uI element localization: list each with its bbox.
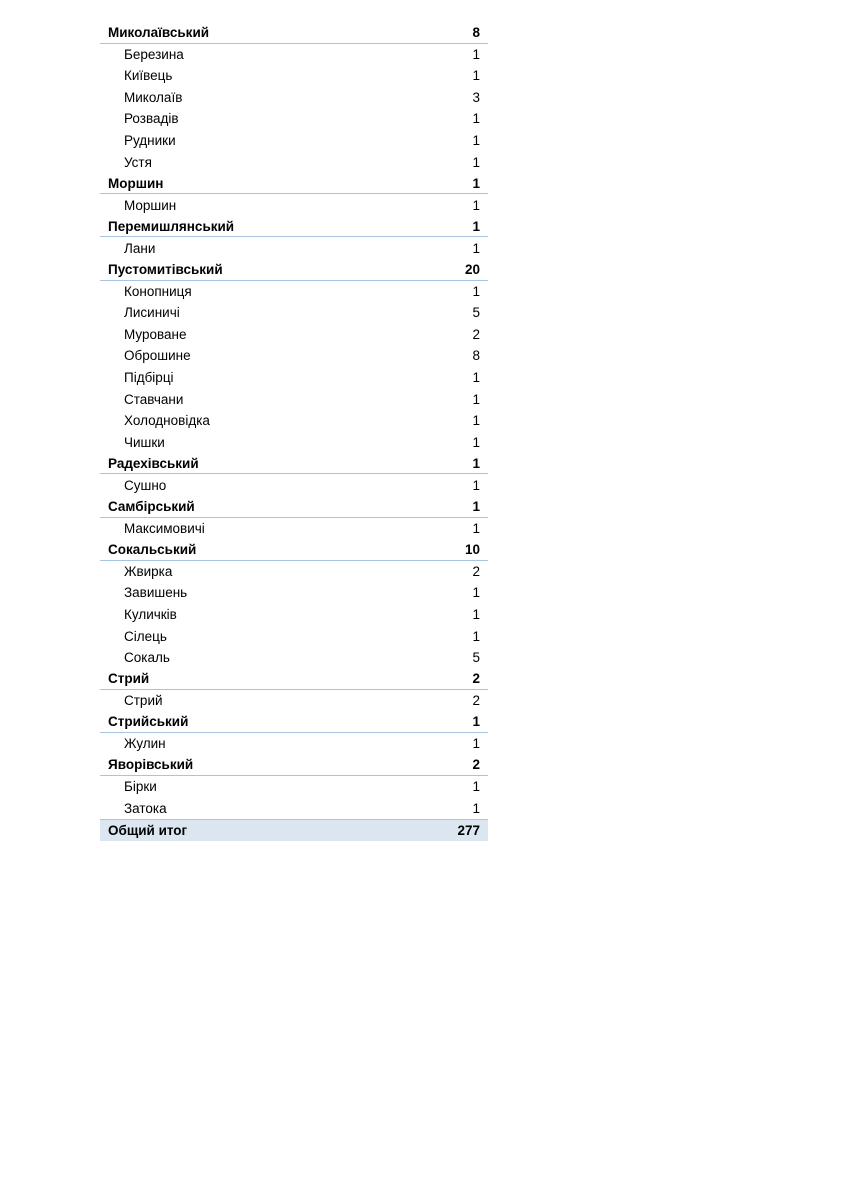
item-row <box>100 518 488 540</box>
item-value: 1 <box>472 111 480 127</box>
item-value: 1 <box>472 628 480 644</box>
item-value: 1 <box>472 370 480 386</box>
item-name: Муроване <box>124 326 187 342</box>
item-name: Холодновідка <box>124 413 210 429</box>
item-row <box>100 798 488 820</box>
item-row <box>100 431 488 453</box>
item-row <box>100 324 488 346</box>
item-row <box>100 474 488 496</box>
group-name: Сокальський <box>108 541 197 557</box>
item-value: 2 <box>472 563 480 579</box>
item-value: 1 <box>472 736 480 752</box>
group-total: 1 <box>472 714 480 730</box>
item-value: 2 <box>472 326 480 342</box>
item-row <box>100 647 488 669</box>
item-name: Куличків <box>124 607 177 623</box>
item-value: 5 <box>472 650 480 666</box>
item-row <box>100 388 488 410</box>
item-value: 1 <box>472 607 480 623</box>
item-row <box>100 345 488 367</box>
item-row <box>100 87 488 109</box>
item-row <box>100 237 488 259</box>
item-name: Максимовичі <box>124 520 205 536</box>
group-name: Перемишлянський <box>108 218 235 234</box>
item-row <box>100 130 488 152</box>
item-name: Рудники <box>124 133 176 148</box>
item-row <box>100 281 488 303</box>
group-total: 8 <box>472 24 480 40</box>
group-name: Моршин <box>108 175 164 191</box>
item-row <box>100 151 488 173</box>
item-row <box>100 65 488 87</box>
group-total: 1 <box>472 498 480 514</box>
item-name: Ставчани <box>124 391 184 407</box>
item-name: Стрий <box>124 693 163 709</box>
group-total: 2 <box>472 757 480 773</box>
item-name: Бірки <box>124 779 157 795</box>
group-row <box>100 259 488 281</box>
item-row <box>100 410 488 432</box>
item-value: 5 <box>472 305 480 321</box>
item-row <box>100 367 488 389</box>
grand-total-value: 277 <box>457 823 480 838</box>
group-total: 2 <box>472 671 480 687</box>
item-row <box>100 108 488 130</box>
item-name: Березина <box>124 46 184 62</box>
group-row <box>100 496 488 518</box>
item-value: 1 <box>472 413 480 429</box>
group-row <box>100 755 488 777</box>
item-name: Завишень <box>124 585 188 601</box>
item-value: 1 <box>472 520 480 536</box>
group-name: Пустомитівський <box>108 261 223 277</box>
item-row <box>100 582 488 604</box>
item-name: Сокаль <box>124 650 170 666</box>
item-value: 1 <box>472 779 480 795</box>
item-name: Лисиничі <box>124 305 180 321</box>
group-row <box>100 668 488 690</box>
item-name: Київець <box>124 68 173 84</box>
group-name: Стрий <box>108 671 150 687</box>
group-name: Радехівський <box>108 455 199 471</box>
item-row <box>100 733 488 755</box>
item-row <box>100 194 488 216</box>
group-name: Самбірський <box>108 498 195 514</box>
item-value: 1 <box>472 197 480 213</box>
item-value: 1 <box>472 240 480 256</box>
group-row <box>100 539 488 561</box>
group-name: Яворівський <box>108 757 194 773</box>
grand-total-label: Общий итог <box>108 823 188 838</box>
item-value: 1 <box>472 434 480 450</box>
item-row <box>100 776 488 798</box>
item-row <box>100 604 488 626</box>
group-total: 1 <box>472 455 480 471</box>
item-value: 1 <box>472 154 480 170</box>
item-value: 1 <box>472 68 480 84</box>
item-value: 1 <box>472 283 480 299</box>
group-row <box>100 22 488 44</box>
group-row <box>100 712 488 734</box>
item-name: Жулин <box>124 736 166 752</box>
item-value: 2 <box>472 693 480 709</box>
group-total: 10 <box>464 541 480 557</box>
item-value: 1 <box>472 800 480 816</box>
item-value: 1 <box>472 46 480 62</box>
item-name: Розвадів <box>124 111 179 127</box>
item-value: 1 <box>472 477 480 493</box>
item-name: Чишки <box>124 434 165 450</box>
group-row <box>100 173 488 195</box>
item-name: Лани <box>124 240 156 256</box>
item-row <box>100 302 488 324</box>
item-row <box>100 561 488 583</box>
group-row <box>100 453 488 475</box>
group-name: Миколаївський <box>108 24 210 40</box>
item-value: 1 <box>472 391 480 407</box>
item-row <box>100 625 488 647</box>
item-name: Миколаїв <box>124 89 183 105</box>
item-row <box>100 690 488 712</box>
item-value: 1 <box>472 585 480 601</box>
item-name: Жвирка <box>124 563 173 579</box>
item-name: Сушно <box>124 477 167 493</box>
item-row <box>100 44 488 66</box>
pivot-table <box>100 22 488 841</box>
group-total: 1 <box>472 218 480 234</box>
group-name: Стрийський <box>108 714 189 730</box>
item-name: Конопниця <box>124 283 192 299</box>
item-name: Устя <box>124 154 152 170</box>
item-name: Затока <box>124 800 167 816</box>
item-value: 3 <box>472 89 480 105</box>
item-name: Підбірці <box>124 370 174 386</box>
item-value: 8 <box>472 348 480 364</box>
item-name: Оброшине <box>124 348 191 364</box>
grand-total-row <box>100 819 488 841</box>
group-total: 1 <box>472 175 480 191</box>
group-total: 20 <box>464 261 480 277</box>
group-row <box>100 216 488 238</box>
item-name: Моршин <box>124 197 177 213</box>
item-value: 1 <box>472 133 480 148</box>
item-name: Сілець <box>124 628 167 644</box>
